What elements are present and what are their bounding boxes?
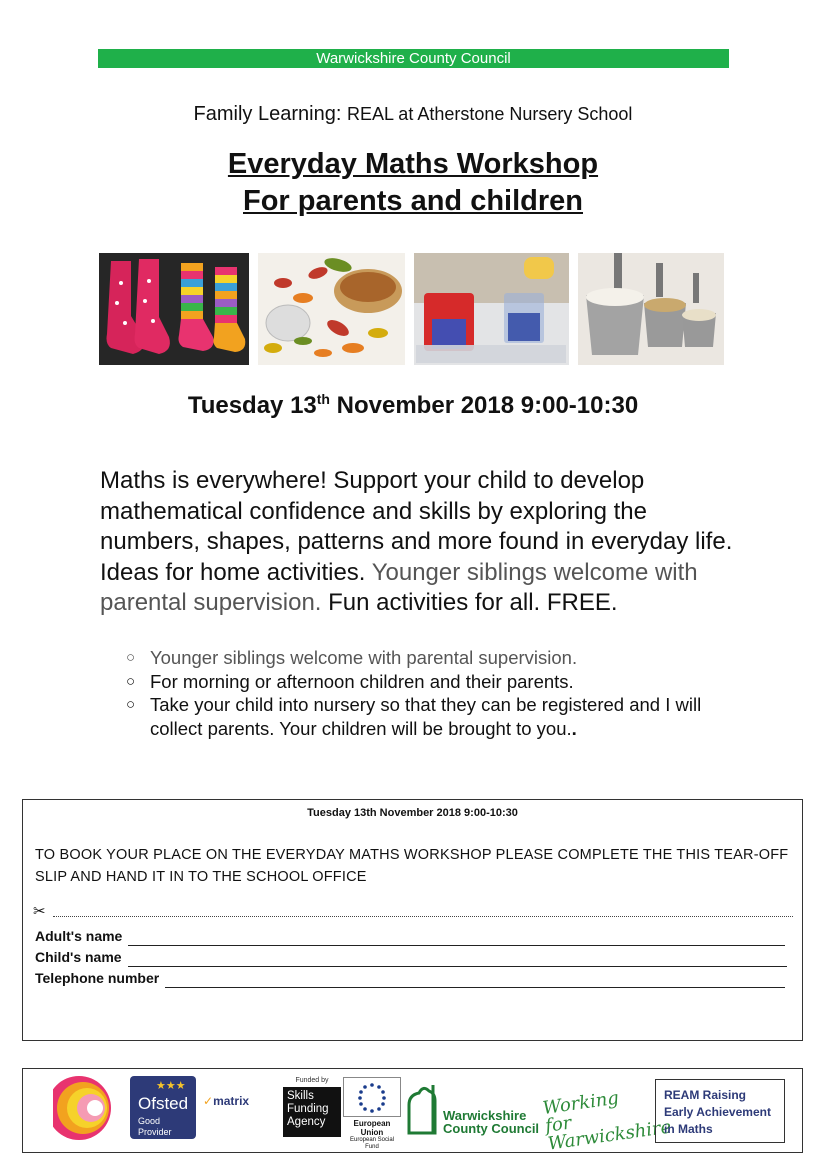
intro-end: Fun activities for all. FREE. [321, 589, 618, 616]
stars-icon: ★★★ [156, 1080, 186, 1092]
school-name: REAL at Atherstone Nursery School [346, 104, 633, 124]
title-line-2: For parents and children [243, 185, 583, 217]
child-name-line[interactable] [128, 966, 787, 967]
slip-date: Tuesday 13th November 2018 9:00-10:30 [307, 807, 518, 819]
bear-and-staff-icon [403, 1083, 441, 1135]
adult-name-label: Adult's name [35, 928, 123, 944]
warwickshire-county-council-logo [403, 1079, 673, 1155]
date-rest: November 2018 9:00-10:30 [329, 392, 639, 419]
cut-line [33, 903, 793, 920]
slip-instructions: TO BOOK YOUR PLACE ON THE EVERYDAY MATHS WORKSHOP PLEASE COMPLETE THE THIS TEAR-OFF SLIP AND HAND IT IN TO THE SCHOOL OFFICE [35, 847, 789, 885]
telephone-field[interactable] [35, 970, 785, 990]
ream-logo: REAM Raising Early Achievement in Maths [655, 1079, 785, 1143]
dotted-line [53, 916, 793, 917]
tick-icon: ✓ [203, 1094, 214, 1108]
list-item: ○ Take your child into nursery so that they can be registered and I will collect parents. Your children will be brought to you.. [126, 694, 702, 739]
ofsted-name: Ofsted [138, 1094, 189, 1113]
eu-stars-icon [343, 1077, 401, 1117]
telephone-label: Telephone number [35, 970, 160, 986]
intro-siblings: Younger siblings welcome with parental supervision. [100, 558, 698, 616]
list-item: ○ For morning or afternoon children and their parents. [126, 670, 574, 692]
telephone-line[interactable] [165, 987, 785, 988]
intro-paragraph [100, 466, 740, 619]
date-day: Tuesday 13 [187, 392, 317, 419]
matrix-logo: ✓matrix [203, 1094, 250, 1108]
info-list [126, 646, 726, 740]
skills-funding-agency-logo [283, 1077, 341, 1142]
ofsted-rating: Good Provider [138, 1116, 172, 1137]
subtitle [0, 103, 826, 126]
subtitle-prefix: Family Learning: [193, 103, 347, 125]
water-jug-photo [414, 253, 569, 365]
eu-name: European Union [353, 1119, 391, 1137]
eu-fund: European Social Fund [349, 1137, 395, 1150]
bullet-circle-icon: ○ [126, 672, 136, 690]
colourful-swirl-logo [39, 1075, 119, 1141]
footer-logos [22, 1068, 803, 1153]
intro-main: Maths is everywhere! Support your child to develop mathematical confidence and skills by exploring the numbers, shapes, patterns and more found in everyday life. Ideas for home activities. [100, 467, 733, 586]
event-date [0, 392, 826, 420]
child-name-field[interactable] [35, 949, 787, 969]
bullet-circle-icon: ○ [126, 696, 136, 713]
european-union-logo [343, 1077, 401, 1150]
date-suffix: th [316, 391, 330, 407]
autumn-leaves-photo [258, 253, 405, 365]
list-item: ○ Younger siblings welcome with parental supervision. [126, 647, 578, 668]
sfa-name: Skills Funding Agency [283, 1087, 341, 1137]
adult-name-line[interactable] [128, 945, 785, 946]
wcc-slogan: Working for Warwickshire [541, 1087, 673, 1155]
measuring-cups-photo [578, 253, 724, 365]
funded-by-label: Funded by [295, 1077, 329, 1084]
bullet-circle-icon: ○ [126, 649, 136, 666]
socks-photo [99, 253, 249, 365]
page-title [0, 146, 826, 220]
wcc-name: Warwickshire County Council [443, 1108, 540, 1136]
booking-slip [22, 799, 803, 1041]
title-line-1: Everyday Maths Workshop [227, 148, 599, 180]
ofsted-logo [130, 1076, 196, 1139]
council-banner: Warwickshire County Council [98, 49, 729, 68]
scissors-icon: ✂ [33, 903, 46, 920]
adult-name-field[interactable] [35, 928, 785, 948]
child-name-label: Child's name [35, 949, 122, 965]
